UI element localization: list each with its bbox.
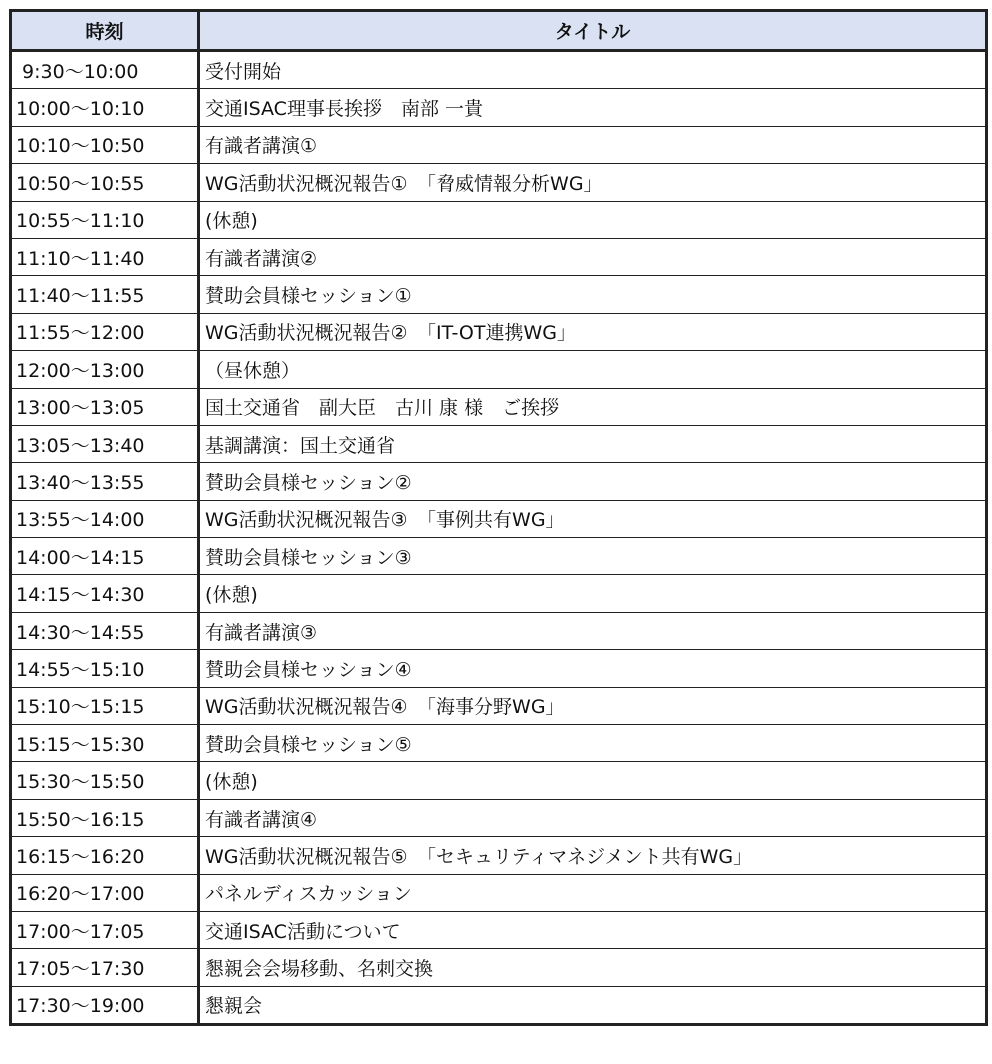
table-row xyxy=(11,575,987,612)
title-cell: 有識者講演① xyxy=(199,126,987,163)
table-row xyxy=(11,126,987,163)
table-row xyxy=(11,650,987,687)
table-row xyxy=(11,874,987,911)
table-row xyxy=(11,799,987,836)
table-row xyxy=(11,89,987,126)
title-cell: 交通ISAC理事長挨拶 南部 一貴 xyxy=(199,89,987,126)
table-row xyxy=(11,201,987,238)
table-row xyxy=(11,949,987,986)
table-row xyxy=(11,837,987,874)
title-cell: (休憩) xyxy=(199,575,987,612)
time-cell: 13:55～14:00 xyxy=(11,500,199,537)
time-cell: 13:40～13:55 xyxy=(11,463,199,500)
title-cell: 国土交通省 副大臣 古川 康 様 ご挨拶 xyxy=(199,388,987,425)
column-header-time: 時刻 xyxy=(11,11,199,51)
title-cell: WG活動状況概況報告③ 「事例共有WG」 xyxy=(199,500,987,537)
time-cell: 17:05～17:30 xyxy=(11,949,199,986)
title-cell: 有識者講演② xyxy=(199,238,987,275)
title-cell: 基調講演：国土交通省 xyxy=(199,425,987,462)
title-cell: 懇親会 xyxy=(199,986,987,1024)
time-cell: 10:00～10:10 xyxy=(11,89,199,126)
table-row xyxy=(11,538,987,575)
table-row xyxy=(11,725,987,762)
time-cell: 16:15～16:20 xyxy=(11,837,199,874)
title-cell: 賛助会員様セッション⑤ xyxy=(199,725,987,762)
time-cell: 14:00～14:15 xyxy=(11,538,199,575)
table-row xyxy=(11,164,987,201)
time-cell: 15:30～15:50 xyxy=(11,762,199,799)
title-cell: (休憩) xyxy=(199,762,987,799)
time-cell: 17:00～17:05 xyxy=(11,911,199,948)
table-row xyxy=(11,911,987,948)
title-cell: WG活動状況概況報告④ 「海事分野WG」 xyxy=(199,687,987,724)
table-row xyxy=(11,612,987,649)
time-cell: 11:40～11:55 xyxy=(11,276,199,313)
schedule-container xyxy=(9,9,988,1026)
table-row xyxy=(11,276,987,313)
title-cell: WG活動状況概況報告① 「脅威情報分析WG」 xyxy=(199,164,987,201)
time-cell: 10:55～11:10 xyxy=(11,201,199,238)
table-row xyxy=(11,425,987,462)
time-cell: 13:00～13:05 xyxy=(11,388,199,425)
time-cell: 11:55～12:00 xyxy=(11,313,199,350)
table-row xyxy=(11,986,987,1024)
schedule-table xyxy=(9,9,988,1026)
title-cell: WG活動状況概況報告② 「IT-OT連携WG」 xyxy=(199,313,987,350)
time-cell: 14:15～14:30 xyxy=(11,575,199,612)
time-cell: 13:05～13:40 xyxy=(11,425,199,462)
title-cell: 賛助会員様セッション① xyxy=(199,276,987,313)
header-row xyxy=(11,11,987,51)
table-row xyxy=(11,313,987,350)
time-cell: 15:10～15:15 xyxy=(11,687,199,724)
table-row xyxy=(11,388,987,425)
table-row xyxy=(11,351,987,388)
time-cell: 15:15～15:30 xyxy=(11,725,199,762)
time-cell: 11:10～11:40 xyxy=(11,238,199,275)
table-row xyxy=(11,687,987,724)
schedule-rows xyxy=(11,51,987,1025)
table-row xyxy=(11,51,987,89)
time-cell: 15:50～16:15 xyxy=(11,799,199,836)
time-cell: 12:00～13:00 xyxy=(11,351,199,388)
table-row xyxy=(11,762,987,799)
table-row xyxy=(11,463,987,500)
title-cell: 賛助会員様セッション③ xyxy=(199,538,987,575)
title-cell: 有識者講演③ xyxy=(199,612,987,649)
title-cell: 交通ISAC活動について xyxy=(199,911,987,948)
time-cell: 14:55～15:10 xyxy=(11,650,199,687)
time-cell: 10:10～10:50 xyxy=(11,126,199,163)
table-row xyxy=(11,500,987,537)
time-cell: 17:30～19:00 xyxy=(11,986,199,1024)
time-cell: 10:50～10:55 xyxy=(11,164,199,201)
title-cell: 賛助会員様セッション② xyxy=(199,463,987,500)
time-cell: 14:30～14:55 xyxy=(11,612,199,649)
table-row xyxy=(11,238,987,275)
title-cell: 懇親会会場移動、名刺交換 xyxy=(199,949,987,986)
title-cell: (休憩) xyxy=(199,201,987,238)
time-cell: 16:20～17:00 xyxy=(11,874,199,911)
column-header-title: タイトル xyxy=(199,11,987,51)
title-cell: 賛助会員様セッション④ xyxy=(199,650,987,687)
time-cell: 9:30～10:00 xyxy=(11,51,199,89)
title-cell: パネルディスカッション xyxy=(199,874,987,911)
title-cell: 受付開始 xyxy=(199,51,987,89)
title-cell: （昼休憩） xyxy=(199,351,987,388)
title-cell: WG活動状況概況報告⑤ 「セキュリティマネジメント共有WG」 xyxy=(199,837,987,874)
title-cell: 有識者講演④ xyxy=(199,799,987,836)
